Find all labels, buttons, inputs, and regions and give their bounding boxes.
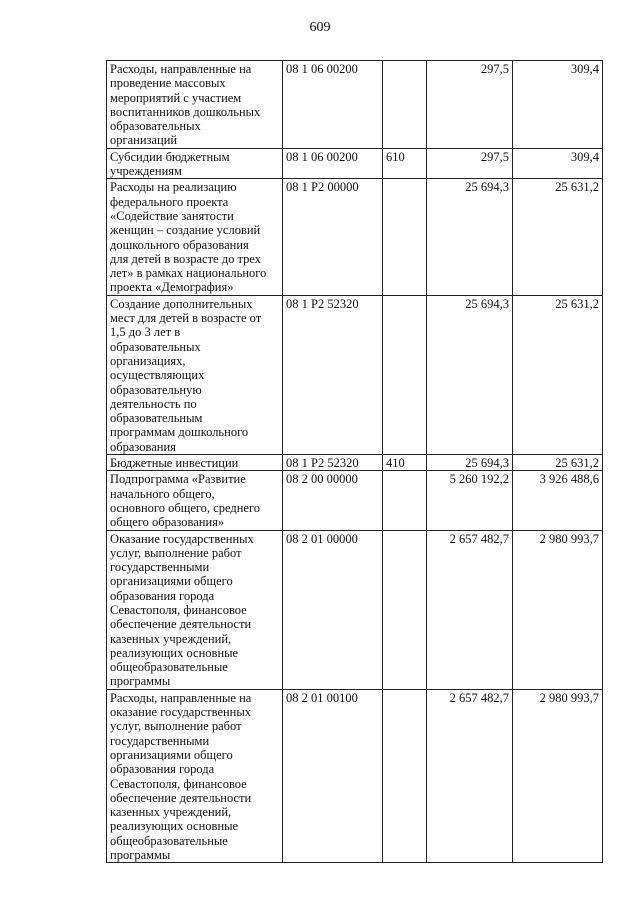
row-year1-cell: 5 260 192,2 (427, 471, 513, 530)
row-name-cell: Бюджетные инвестиции (107, 455, 283, 471)
row-name-cell: Расходы, направленные на оказание государственных услуг, выполнение работ государственными организациями общего образования города Севастополя, финансовое обеспечение деятельности казенных учреждений, реализующих основные общеобразовательные программы (107, 689, 283, 863)
row-year1-cell: 2 657 482,7 (427, 530, 513, 689)
row-name-cell: Оказание государственных услуг, выполнение работ государственными организациями общего образования города Севастополя, финансовое обеспечение деятельности казенных учреждений, реализующих основные общеобразовательные программы (107, 530, 283, 689)
table-row (107, 471, 603, 530)
row-year1-cell: 297,5 (427, 61, 513, 149)
row-type-cell (383, 61, 427, 149)
table-row (107, 455, 603, 471)
row-year1-cell: 25 694,3 (427, 179, 513, 295)
row-name-cell: Расходы, направленные на проведение массовых мероприятий с участием воспитанников дошкольных образовательных организаций (107, 61, 283, 149)
row-code-cell: 08 1 06 00200 (283, 61, 383, 149)
row-type-cell (383, 530, 427, 689)
row-code-cell: 08 1 P2 52320 (283, 295, 383, 454)
row-year2-cell: 25 631,2 (513, 295, 603, 454)
row-code-cell: 08 1 P2 52320 (283, 455, 383, 471)
row-type-cell (383, 295, 427, 454)
row-name-cell: Субсидии бюджетным учреждениям (107, 148, 283, 179)
budget-table (106, 60, 603, 863)
table-row (107, 530, 603, 689)
row-type-cell (383, 689, 427, 863)
row-code-cell: 08 1 06 00200 (283, 148, 383, 179)
row-year1-cell: 2 657 482,7 (427, 689, 513, 863)
row-type-cell: 610 (383, 148, 427, 179)
row-type-cell (383, 179, 427, 295)
row-code-cell: 08 2 01 00100 (283, 689, 383, 863)
row-name-cell: Расходы на реализацию федерального проекта «Содействие занятости женщин – создание условий дошкольного образования для детей в возрасте до трех лет» в рамках национального проекта «Демография» (107, 179, 283, 295)
row-code-cell: 08 2 01 00000 (283, 530, 383, 689)
row-type-cell (383, 471, 427, 530)
row-code-cell: 08 1 P2 00000 (283, 179, 383, 295)
row-year2-cell: 3 926 488,6 (513, 471, 603, 530)
row-year2-cell: 309,4 (513, 61, 603, 149)
row-year1-cell: 25 694,3 (427, 295, 513, 454)
table-row (107, 689, 603, 863)
table-row (107, 61, 603, 149)
row-year2-cell: 2 980 993,7 (513, 689, 603, 863)
table-row (107, 295, 603, 454)
row-year2-cell: 25 631,2 (513, 179, 603, 295)
table-row (107, 148, 603, 179)
table-row (107, 179, 603, 295)
row-year2-cell: 2 980 993,7 (513, 530, 603, 689)
row-code-cell: 08 2 00 00000 (283, 471, 383, 530)
row-name-cell: Подпрограмма «Развитие начального общего, основного общего, среднего общего образования» (107, 471, 283, 530)
row-year2-cell: 25 631,2 (513, 455, 603, 471)
row-type-cell: 410 (383, 455, 427, 471)
row-name-cell: Создание дополнительных мест для детей в возрасте от 1,5 до 3 лет в образовательных организациях, осуществляющих образовательную деятельность по образовательным программам дошкольного образования (107, 295, 283, 454)
page-number: 609 (309, 20, 331, 35)
row-year1-cell: 297,5 (427, 148, 513, 179)
row-year1-cell: 25 694,3 (427, 455, 513, 471)
row-year2-cell: 309,4 (513, 148, 603, 179)
